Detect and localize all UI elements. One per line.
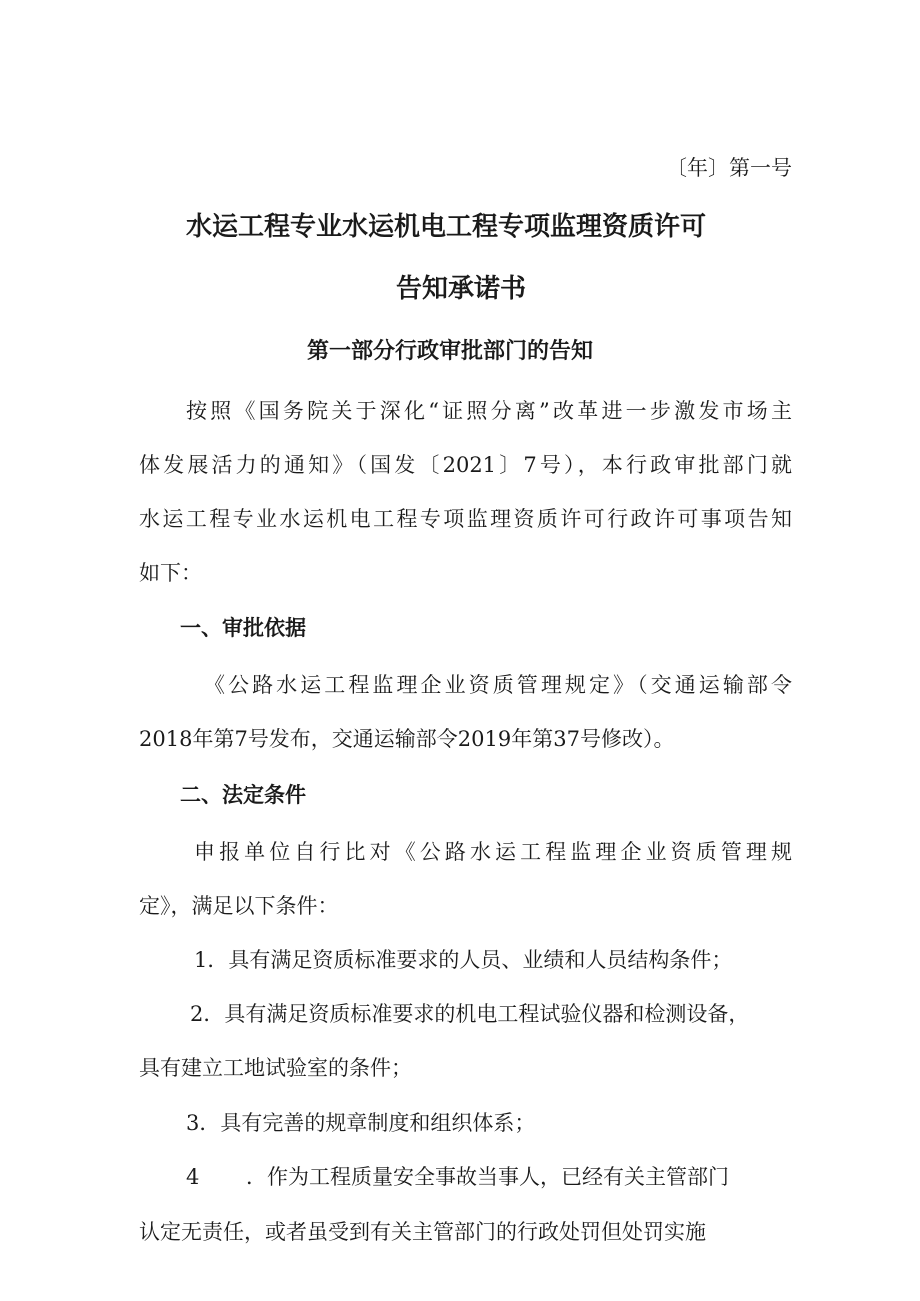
section2-intro-line2: 定》，满足以下条件： — [139, 894, 339, 918]
intro-paragraph-line4: 如下： — [139, 561, 202, 585]
condition-item-1: 1．具有满足资质标准要求的人员、业绩和人员结构条件； — [194, 948, 733, 972]
intro-paragraph-line2: 体发展活力的通知》（国发〔2021〕7号），本行政审批部门就 — [139, 453, 792, 477]
section1-line1: 《公路水运工程监理企业资质管理规定》（交通运输部令 — [204, 673, 792, 697]
intro-paragraph-line3: 水运工程专业水运机电工程专项监理资质许可行政许可事项告知 — [139, 507, 792, 531]
document-title-line2: 告知承诺书 — [396, 274, 527, 304]
doc-number: 〔年〕第一号 — [666, 156, 792, 180]
document-title-line1: 水运工程专业水运机电工程专项监理资质许可 — [186, 212, 707, 242]
part1-heading: 第一部分行政审批部门的告知 — [307, 339, 594, 364]
condition-item-4-line1: ．作为工程质量安全事故当事人，已经有关主管部门 — [246, 1165, 729, 1189]
condition-item-3: 3．具有完善的规章制度和组织体系； — [186, 1111, 536, 1135]
section2-heading: 二、法定条件 — [180, 783, 306, 807]
condition-item-2-line1: 2．具有满足资质标准要求的机电工程试验仪器和检测设备， — [190, 1002, 750, 1026]
section1-heading: 一、审批依据 — [180, 616, 306, 640]
intro-paragraph-line1: 按照《国务院关于深化“证照分离”改革进一步激发市场主 — [186, 399, 792, 423]
condition-item-4-line2: 认定无责任，或者虽受到有关主管部门的行政处罚但处罚实施 — [139, 1220, 706, 1244]
section1-line2: 2018年第7号发布，交通运输部令2019年第37号修改）。 — [139, 727, 675, 751]
section2-intro-line1: 申报单位自行比对《公路水运工程监理企业资质管理规 — [194, 840, 792, 864]
condition-item-4-number: 4 — [186, 1165, 200, 1189]
condition-item-2-line2: 具有建立工地试验室的条件； — [139, 1056, 412, 1080]
